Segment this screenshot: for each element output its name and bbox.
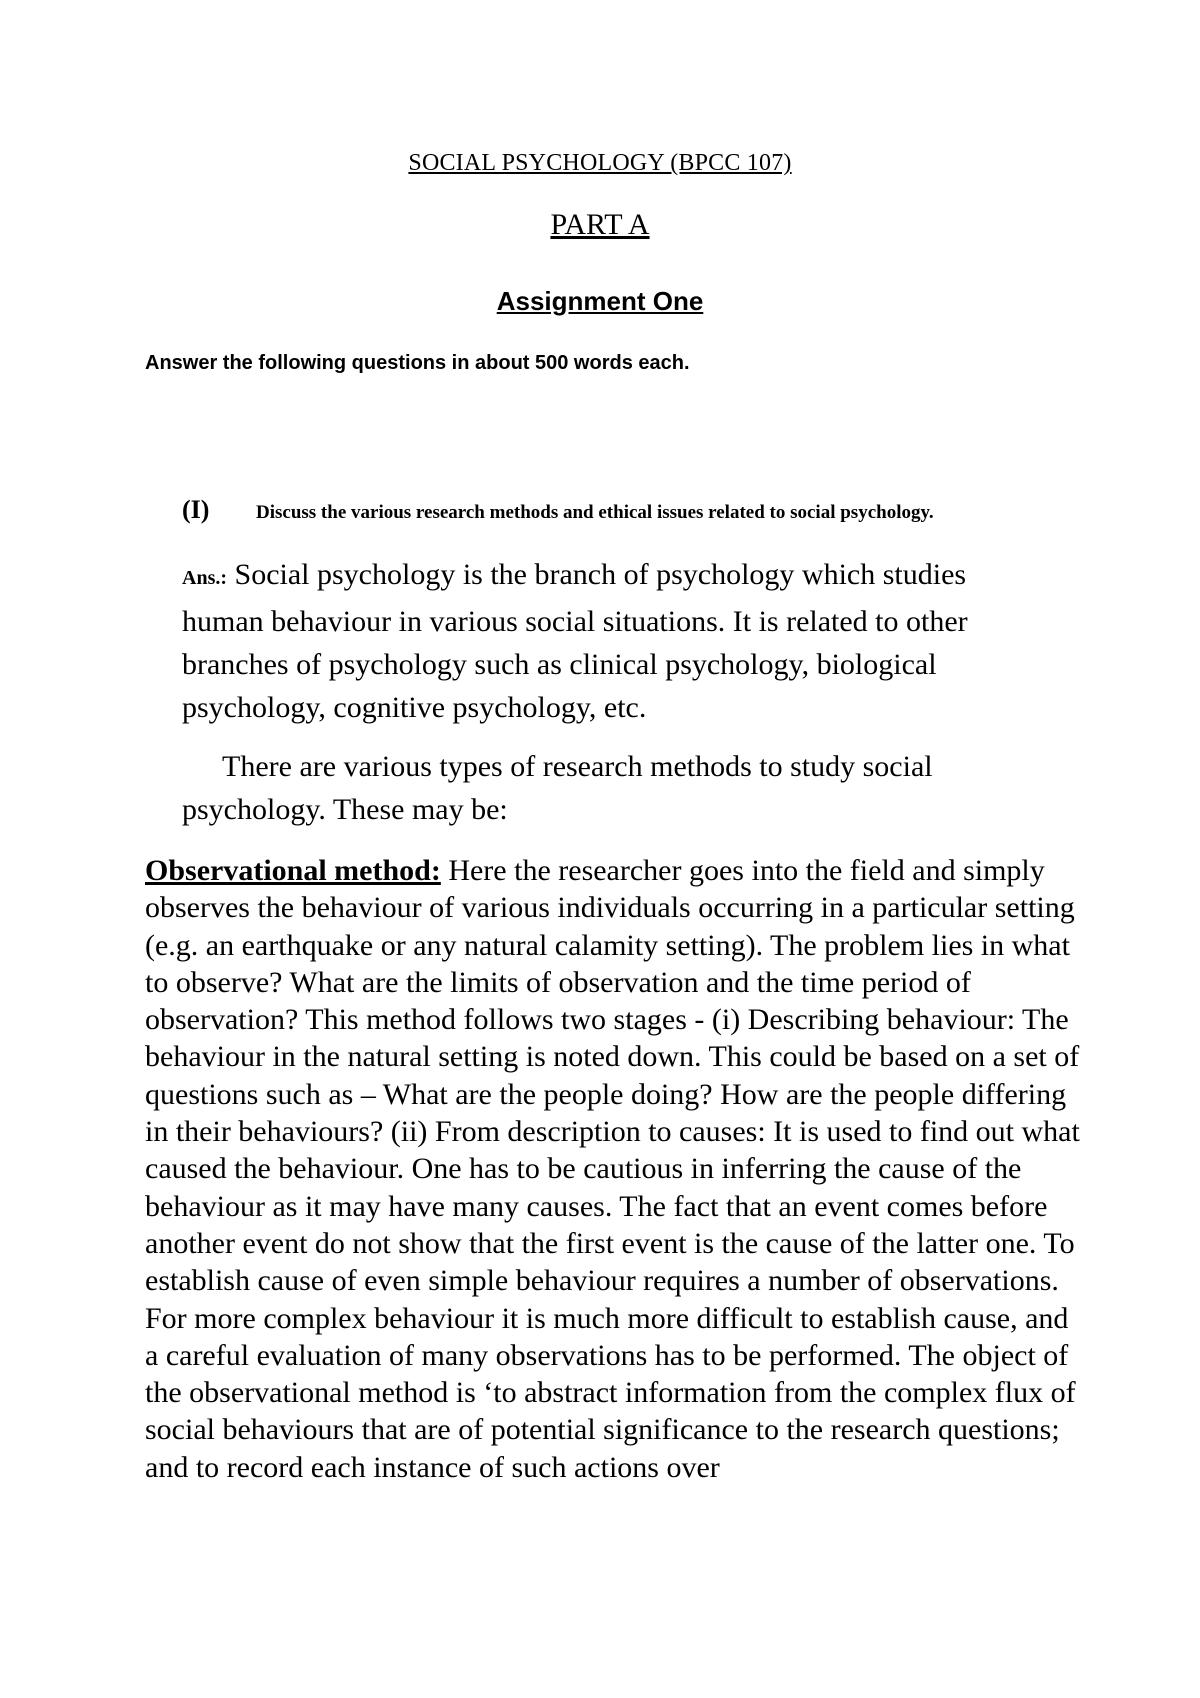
instructions-text: Answer the following questions in about 500 words each. (145, 352, 690, 374)
observational-method-text: Here the researcher goes into the field and simply observes the behaviour of various individuals occurring in a particular setting (e.g. an earthquake or any natural calamity setting). The problem lies in what to observe? What are the limits of observation and the time period of observation? This method follows two stages - (i) Describing behaviour: The behaviour in the natural setting is noted down. This could be based on a set of questions such as – What are the people doing? How are the people differing in their behaviours? (ii) From description to causes: It is used to find out what caused the behaviour. One has to be cautious in inferring the cause of the behaviour as it may have many causes. The fact that an event comes before another event do not show that the first event is the cause of the latter one. To establish cause of even simple behaviour requires a number of observations. For more complex behaviour it is much more difficult to establish cause, and a careful evaluation of many observations has to be performed. The object of the observational method is ‘to abstract information from the complex flux of social behaviours that are of potential significance to the research questions; and to record each instance of such actions over (145, 854, 1080, 1484)
question-text: Discuss the various research methods and ethical issues related to social psychology. (256, 502, 934, 523)
observational-method-paragraph (145, 852, 1080, 1486)
research-methods-paragraph: There are various types of research methods to study social psychology. These may be: (182, 750, 933, 826)
document-title: SOCIAL PSYCHOLOGY (BPCC 107) (408, 150, 792, 176)
assignment-heading: Assignment One (496, 286, 704, 316)
observational-method-heading: Observational method: (145, 854, 441, 887)
part-heading: PART A (550, 208, 650, 241)
answer-label: Ans.: (182, 567, 228, 589)
answer-intro-paragraph (182, 553, 1052, 729)
question-number: (I) (182, 495, 210, 524)
answer-intro-text: Social psychology is the branch of psychology which studies human behaviour in various social situations. It is related to other branches of psychology such as clinical psychology, biological psychology, cognitive psychology, etc. (182, 558, 968, 724)
